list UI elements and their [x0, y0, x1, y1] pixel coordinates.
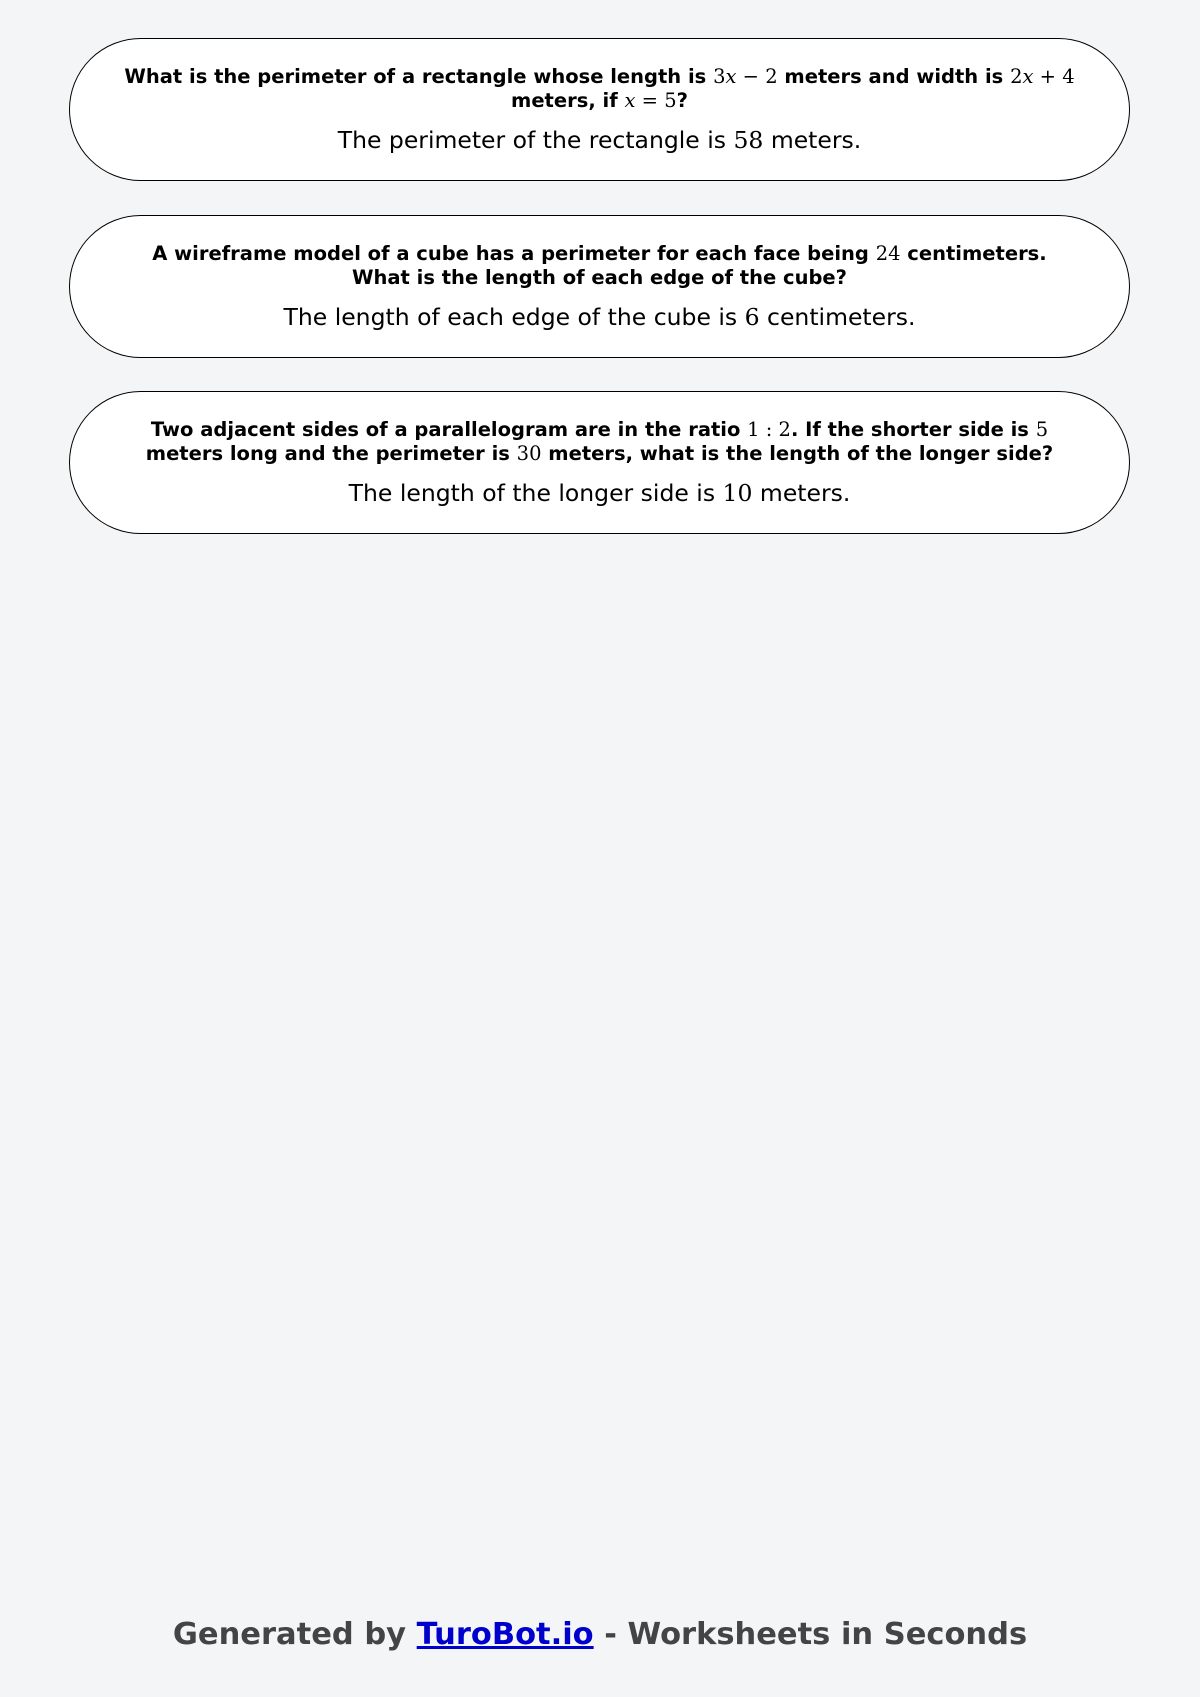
answer-text-segment: The length of each edge of the cube is [283, 302, 745, 331]
math-number: 2 [1010, 64, 1023, 88]
problem-card-3 [69, 391, 1130, 534]
question-line-2 [124, 89, 1074, 113]
question-line-1 [152, 242, 1046, 266]
math-number: 10 [722, 478, 753, 507]
math-variable: x [1022, 64, 1034, 88]
question-text [124, 65, 1074, 113]
question-text-segment: meters, if [511, 88, 625, 112]
question-text-segment: What is the perimeter of a rectangle whose length is [124, 64, 714, 88]
answer-text [338, 125, 861, 155]
answer-text [349, 478, 851, 508]
math-ratio: 1 : 2 [747, 417, 791, 441]
problem-card-1 [69, 38, 1130, 181]
footer-suffix: - Worksheets in Seconds [593, 1617, 1028, 1652]
answer-text [284, 302, 916, 332]
math-number: 24 [875, 241, 901, 265]
question-text [152, 242, 1046, 290]
math-expression [624, 89, 676, 112]
question-text-segment: meters and width is [777, 64, 1011, 88]
question-line-2 [146, 442, 1053, 466]
question-text-segment: meters, what is the length of the longer side? [541, 441, 1054, 465]
question-text-segment: . If the shorter side is [790, 417, 1036, 441]
problem-card-2 [69, 215, 1130, 358]
answer-text-segment: centimeters. [759, 302, 916, 331]
math-number: 58 [733, 125, 764, 154]
question-line-2: What is the length of each edge of the cube? [352, 265, 847, 289]
turobot-link[interactable]: TuroBot.io [416, 1617, 594, 1652]
math-operator: = 5 [635, 88, 677, 112]
math-variable: x [624, 88, 636, 112]
question-text-segment: centimeters. [900, 241, 1047, 265]
question-text-segment: ? [676, 88, 688, 112]
question-text-segment: meters long and the perimeter is [145, 441, 517, 465]
question-line-1 [146, 418, 1053, 442]
question-line-1 [124, 65, 1074, 89]
question-text [146, 418, 1053, 466]
question-text-segment: A wireframe model of a cube has a perimeter for each face being [152, 241, 876, 265]
question-text-segment: Two adjacent sides of a parallelogram are in the ratio [150, 417, 748, 441]
math-number: 3 [713, 64, 726, 88]
footer-prefix: Generated by [172, 1617, 417, 1652]
answer-text-segment: meters. [763, 125, 862, 154]
answer-text-segment: The length of the longer side is [348, 478, 723, 507]
footer [0, 1617, 1200, 1652]
answer-text-segment: The perimeter of the rectangle is [337, 125, 734, 154]
math-variable: x [725, 64, 737, 88]
answer-text-segment: meters. [752, 478, 851, 507]
math-operator: + 4 [1033, 64, 1075, 88]
math-expression [1010, 65, 1075, 88]
math-number: 5 [1035, 417, 1049, 441]
math-operator: − 2 [736, 64, 778, 88]
math-expression [713, 65, 778, 88]
math-number: 6 [744, 302, 760, 331]
math-number: 30 [516, 441, 542, 465]
